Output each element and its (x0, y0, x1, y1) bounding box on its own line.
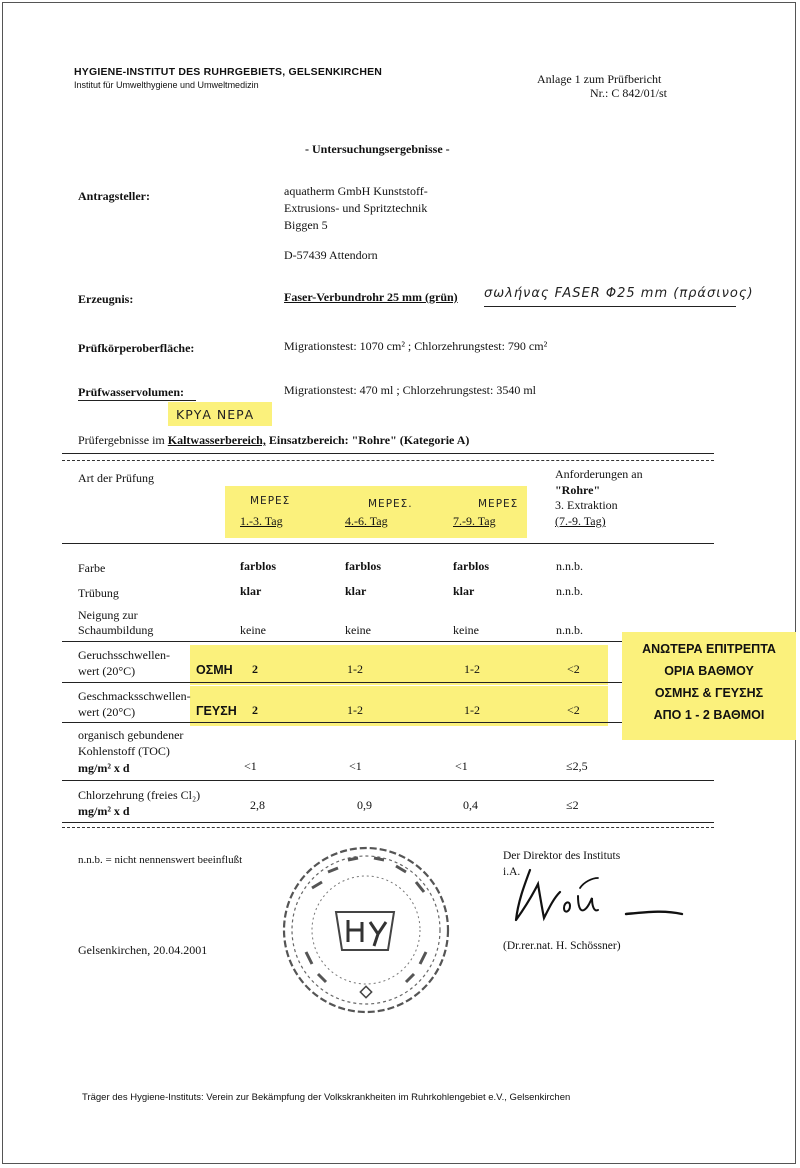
institute-name: HYGIENE-INSTITUT DES RUHRGEBIETS, GELSENKIRCHEN (74, 66, 383, 78)
row-geschmack-day1: 2 (252, 703, 258, 717)
cold-water-note: ΚΡΥΑ ΝΕΡΑ (176, 407, 255, 422)
row-toc-label-2: Kohlenstoff (TOC) (78, 744, 170, 758)
row-chlor-day2: 0,9 (357, 798, 372, 812)
institute-stamp (278, 842, 454, 1018)
day-note-3: ΜΕΡΕΣ (478, 498, 519, 510)
applicant-line-2: Extrusions- und Spritztechnik (284, 201, 428, 215)
row-geschmack-label-1: Geschmacksschwellen- (78, 689, 191, 703)
row-farbe-day3: farblos (453, 559, 489, 573)
table-bottom-rule-2 (62, 827, 714, 828)
row-rule-geruch (62, 682, 714, 683)
row-geschmack-req: <2 (567, 703, 580, 717)
row-geschmack-day3: 1-2 (464, 703, 480, 717)
applicant-line-4: D-57439 Attendorn (284, 248, 378, 262)
applicant-line-3: Biggen 5 (284, 218, 328, 232)
institute-subtitle: Institut für Umwelthygiene und Umweltmedizin (74, 80, 259, 90)
limits-note-line-4: ΑΠΟ 1 - 2 ΒΑΘΜΟΙ (653, 708, 765, 722)
product-handwritten-note: σωλήνας FASER Φ25 mm (πράσινος) (484, 286, 754, 301)
product-handwritten-underline (484, 306, 736, 307)
row-schaum-day1: keine (240, 623, 266, 637)
table-header-rule (62, 543, 714, 544)
report-number: Nr.: C 842/01/st (590, 86, 668, 100)
day-note-2: ΜΕΡΕΣ. (368, 498, 413, 510)
table-bottom-rule (62, 822, 714, 823)
row-truebung-req: n.n.b. (556, 584, 583, 598)
limits-note-line-2: ΟΡΙΑ ΒΑΘΜΟΥ (664, 664, 754, 678)
results-line (78, 433, 469, 448)
row-geruch-day3: 1-2 (464, 662, 480, 676)
water-volume-label: Prüfwasservolumen: (78, 385, 184, 399)
footnote: n.n.b. = nicht nennenswert beeinflußt (78, 854, 243, 866)
row-truebung-day3: klar (453, 584, 475, 598)
limits-note-line-3: ΟΣΜΗΣ & ΓΕΥΣΗΣ (654, 686, 764, 700)
row-geruch-req: <2 (567, 662, 580, 676)
row-toc-label-1: organisch gebundener (78, 728, 184, 742)
results-suffix: Einsatzbereich: "Rohre" (Kategorie A) (265, 433, 470, 447)
row-toc-day1: <1 (244, 759, 257, 773)
row-farbe-day2: farblos (345, 559, 381, 573)
footer-text: Träger des Hygiene-Instituts: Verein zur Bekämpfung der Volkskrankheiten im Ruhrkohlengebiet e.V., Gelsenkirchen (82, 1092, 571, 1103)
results-underlined: Kaltwasserbereich, (167, 433, 266, 447)
row-farbe-req: n.n.b. (556, 559, 583, 573)
row-toc-day2: <1 (349, 759, 362, 773)
day-note-1: ΜΕΡΕΣ (250, 495, 291, 507)
row-rule-schaum (62, 641, 714, 642)
table-top-rule (62, 453, 714, 454)
row-geruch-day1: 2 (252, 662, 258, 676)
requirements-header-1: Anforderungen an (555, 467, 643, 481)
row-schaum-day3: keine (453, 623, 479, 637)
director-name: (Dr.rer.nat. H. Schössner) (503, 940, 621, 952)
row-schaum-label-1: Neigung zur (78, 608, 138, 622)
requirements-header-2: "Rohre" (555, 483, 601, 497)
requirements-header-4: (7.-9. Tag) (555, 514, 606, 528)
table-top-rule-2 (62, 460, 714, 461)
row-truebung-day1: klar (240, 584, 262, 598)
day-headers-highlight (225, 486, 527, 538)
day-header-2: 4.-6. Tag (345, 514, 388, 528)
test-type-header: Art der Prüfung (78, 471, 154, 485)
place-date: Gelsenkirchen, 20.04.2001 (78, 943, 208, 957)
row-schaum-req: n.n.b. (556, 623, 583, 637)
page-title: - Untersuchungsergebnisse - (305, 142, 450, 156)
row-farbe-day1: farblos (240, 559, 276, 573)
product-label: Erzeugnis: (78, 292, 134, 306)
water-volume-value: Migrationstest: 470 ml ; Chlorzehrungstest: 3540 ml (284, 383, 536, 397)
requirements-header-3: 3. Extraktion (555, 498, 618, 512)
row-geschmack-day2: 1-2 (347, 703, 363, 717)
row-geschmack-label-2: wert (20°C) (78, 705, 136, 719)
row-chlor-day3: 0,4 (463, 798, 478, 812)
row-schaum-label-2: Schaumbildung (78, 623, 154, 637)
applicant-label: Antragsteller: (78, 189, 150, 203)
results-prefix: Prüfergebnisse im (78, 433, 168, 447)
row-toc-label-3: mg/m² x d (78, 761, 130, 775)
row-toc-req: ≤2,5 (566, 759, 588, 773)
day-header-1: 1.-3. Tag (240, 514, 283, 528)
director-title: Der Direktor des Instituts (503, 850, 621, 862)
row-geschmack-tag: ΓΕΥΣΗ (196, 704, 237, 718)
day-header-3: 7.-9. Tag (453, 514, 496, 528)
row-geruch-label-1: Geruchsschwellen- (78, 648, 170, 662)
water-volume-underline (78, 400, 196, 401)
row-chlor-day1: 2,8 (250, 798, 265, 812)
limits-note-line-1: ΑΝΩΤΕΡΑ ΕΠΙΤΡΕΠΤΑ (642, 642, 776, 656)
row-farbe-label: Farbe (78, 561, 106, 575)
product-value: Faser-Verbundrohr 25 mm (grün) (284, 290, 458, 304)
applicant-line-1: aquatherm GmbH Kunststoff- (284, 184, 428, 198)
row-schaum-day2: keine (345, 623, 371, 637)
director-signature (498, 862, 688, 932)
row-rule-geschmack (62, 722, 714, 723)
row-rule-toc (62, 780, 714, 781)
row-toc-day3: <1 (455, 759, 468, 773)
surface-value: Migrationstest: 1070 cm² ; Chlorzehrungstest: 790 cm² (284, 339, 548, 353)
surface-label: Prüfkörperoberfläche: (78, 341, 195, 355)
row-chlor-label-1: Chlorzehrung (freies Cl₂) (78, 788, 201, 802)
row-chlor-req: ≤2 (566, 798, 579, 812)
row-truebung-day2: klar (345, 584, 367, 598)
row-truebung-label: Trübung (78, 586, 119, 600)
director-ia: i.A. (503, 866, 521, 878)
row-geruch-tag: ΟΣΜΗ (196, 663, 233, 677)
row-geruch-label-2: wert (20°C) (78, 664, 136, 678)
annex-label: Anlage 1 zum Prüfbericht (537, 72, 662, 86)
row-geruch-day2: 1-2 (347, 662, 363, 676)
row-chlor-label-2: mg/m² x d (78, 804, 130, 818)
